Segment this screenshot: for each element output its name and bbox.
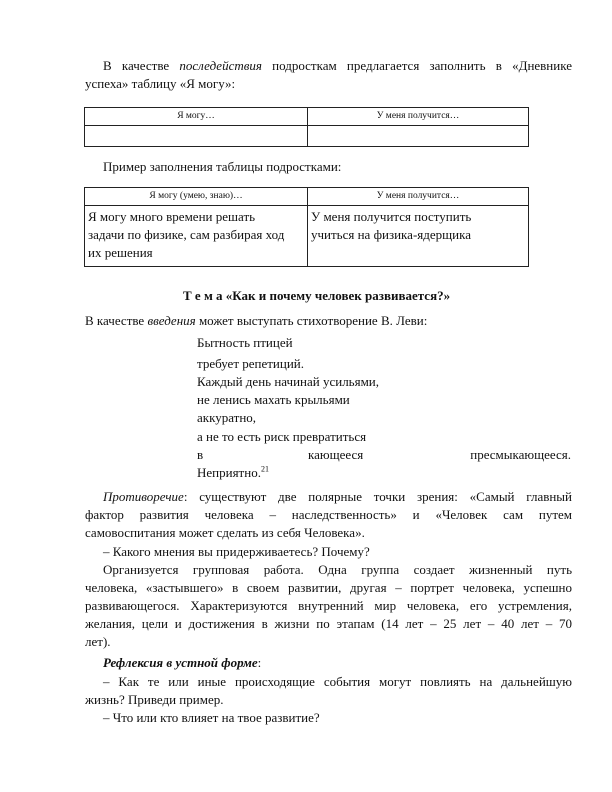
poem-line-3: Каждый день начинай усильями,	[197, 374, 380, 389]
ican-table-example	[84, 187, 529, 267]
groupwork-line-5: лет).	[85, 634, 111, 649]
contradiction-line-3: самовоспитания может сделать из себя Человека».	[85, 525, 365, 540]
question-influence: – Что или кто влияет на твое развитие?	[103, 710, 320, 725]
groupwork-line-4: желания, цели и достижения в жизни по этапам (14 лет – 25 лет – 40 лет – 70	[85, 616, 572, 631]
term-introduction: введения	[147, 313, 196, 328]
reflection-heading: Рефлексия в устной форме:	[103, 655, 262, 670]
contradiction-label: Противоречие	[103, 489, 184, 504]
poem-line-6: а не то есть риск превратиться	[197, 429, 367, 444]
poem-line-5: аккуратно,	[197, 410, 257, 425]
ican-table-empty	[84, 107, 529, 147]
table1-header-ican: Я могу…	[85, 108, 308, 126]
question-events-line-1: – Как те или иные происходящие события могут повлиять на дальнейшую	[103, 674, 572, 689]
document-page: В качестве последействия подросткам предлагается заполнить в «Дневнике успеха» таблицу «Я могу»: Я могу… У меня получится… Пример заполнения таблицы подростками: Я могу (умею, знаю)… У меня получится… Я могу много времени решать задачи по физике, сам разбирая ход их решения У меня получится поступить учиться на физика-ядерщика Т е м а «Как и почему человек развивается?» В качестве введения может выступать стихотворение В. Леви: Бытность птицей требует репетиций. Каждый день начинай усильями, не ленись махать крыльями аккуратно, а не то есть риск превратиться в кающееся пресмыкающееся. Неприятно.$^{21}$ Противоречие: существуют две полярные точки зрения: «Самый главный фактор развития человека – наследственность» и «Человек сам путем самовоспитания может сделать из себя Человека». – Какого мнения вы придерживаетесь? Почему? Организуется групповая работа. Одна группа создает жизненный путь человека, «застывшего» в своем развитии, другая – портрет человека, успешно развивающегося. Характеризуются внутренний мир человека, его устремления, желания, цели и достижения в жизни по этапам (14 лет – 25 лет – 40 лет – 70 лет). Рефлексия в устной форме: – Как те или иные происходящие события могут повлиять на дальнейшую жизнь? Приведи пример. – Что или кто влияет на твое развитие?	[85, 58, 572, 725]
table2-header-willmanage: У меня получится…	[308, 188, 529, 206]
groupwork-line-3: развивающегося. Характеризуются внутренний мир человека, его устремления,	[85, 598, 572, 613]
footnote-marker: 21	[260, 464, 269, 474]
topic-heading	[183, 287, 450, 305]
table2-cell-ican: Я могу много времени решать задачи по физике, сам разбирая ход их решения	[85, 206, 308, 267]
intro-line-1: В качестве последействия подросткам предлагается заполнить в «Дневнике	[103, 58, 572, 73]
table1-header-willmanage: У меня получится…	[308, 108, 529, 126]
groupwork-line-1: Организуется групповая работа. Одна группа создает жизненный путь	[103, 562, 572, 577]
example-caption: Пример заполнения таблицы подростками:	[103, 159, 342, 174]
poem-line-2: требует репетиций.	[197, 356, 305, 371]
reflection-label: Рефлексия в устной форме	[103, 655, 258, 670]
poem-line-4: не ленись махать крыльями	[197, 392, 350, 407]
table2-header-ican: Я могу (умею, знаю)…	[85, 188, 308, 206]
term-aftereffect: последействия	[179, 58, 262, 73]
contradiction-line-2: фактор развития человека – наследственность» и «Человек сам путем	[85, 507, 572, 522]
poem-line-8: Неприятно.$^{21}$	[197, 464, 269, 480]
topic-title: «Как и почему человек развивается?»	[222, 288, 451, 303]
table2-cell-willmanage: У меня получится поступить учиться на физика-ядерщика	[308, 206, 529, 267]
poem-intro: В качестве введения может выступать стихотворение В. Леви:	[85, 313, 428, 328]
question-events-line-2: жизнь? Приведи пример.	[85, 692, 224, 707]
table1-cell-empty-1[interactable]	[85, 126, 308, 147]
intro-line-2: успеха» таблицу «Я могу»:	[85, 76, 236, 91]
table1-cell-empty-2[interactable]	[308, 126, 529, 147]
topic-label: Т е м а	[183, 288, 223, 303]
groupwork-line-2: человека, «застывшего» в своем развитии, другая – портрет человека, успешно	[85, 580, 572, 595]
contradiction-line-1: Противоречие: существуют две полярные точки зрения: «Самый главный	[103, 489, 572, 504]
poem-line-1: Бытность птицей	[197, 335, 293, 350]
question-opinion: – Какого мнения вы придерживаетесь? Почему?	[103, 544, 370, 559]
